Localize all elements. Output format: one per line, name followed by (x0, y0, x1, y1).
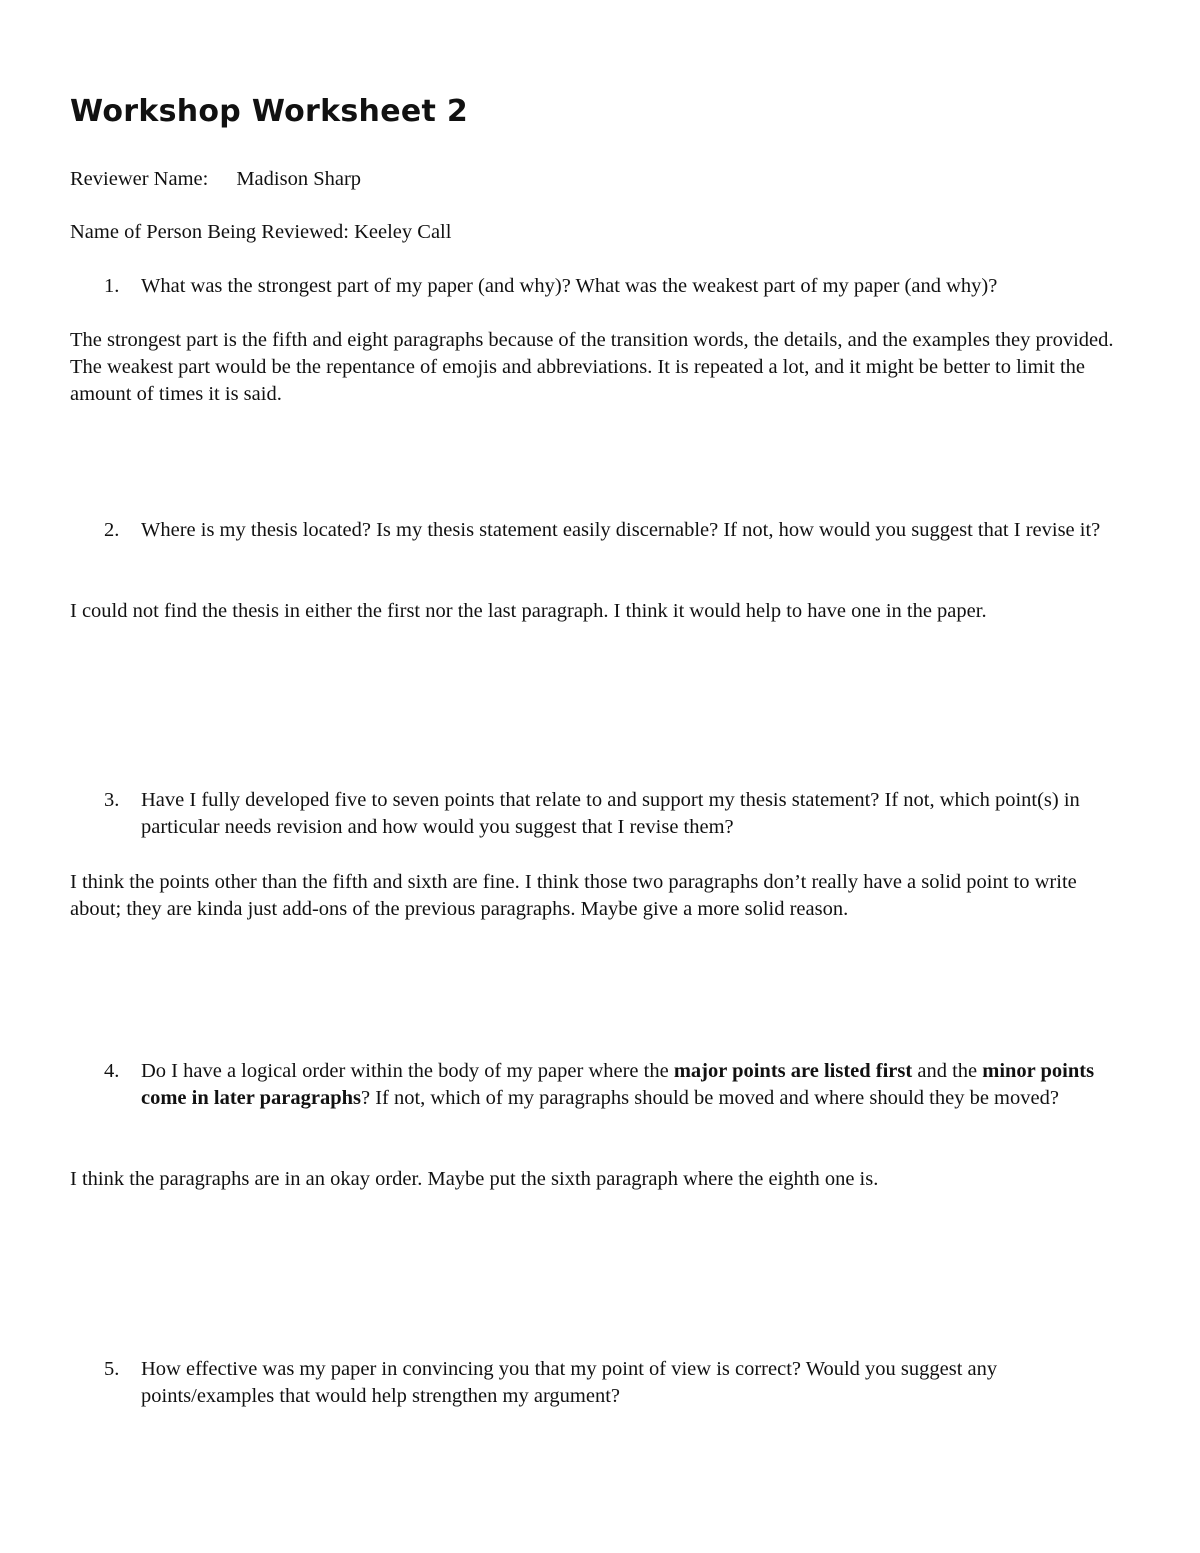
question-2 (104, 517, 1134, 544)
question-text-part: Do I have a logical order within the body of my paper where the (141, 1060, 674, 1082)
question-text: Have I fully developed five to seven points that relate to and support my thesis statement? If not, which point(s) in particular needs revision and how would you suggest that I revise them? (141, 789, 1080, 838)
question-number: 5. (104, 1358, 120, 1380)
question-number: 2. (104, 519, 120, 541)
question-4 (104, 1058, 1134, 1112)
question-1 (104, 273, 1134, 300)
reviewee-name-value: Keeley Call (354, 221, 452, 243)
page-title: Workshop Worksheet 2 (70, 94, 469, 129)
question-5 (104, 1356, 1134, 1410)
reviewee-name-label: Name of Person Being Reviewed: (70, 221, 349, 243)
question-text-part: and the (912, 1060, 983, 1082)
reviewee-name-line (70, 219, 451, 246)
question-number: 3. (104, 789, 120, 811)
question-text: How effective was my paper in convincing you that my point of view is correct? Would you suggest any points/examples that would help strengthen my argument? (141, 1358, 998, 1407)
question-3 (104, 787, 1134, 841)
question-text (141, 1058, 1134, 1112)
question-number: 4. (104, 1060, 120, 1082)
reviewer-name-value: Madison Sharp (236, 168, 362, 190)
question-text-part: ? If not, which of my paragraphs should be moved and where should they be moved? (360, 1087, 1059, 1109)
question-number: 1. (104, 275, 120, 297)
answer-1: The strongest part is the fifth and eight paragraphs because of the transition words, the details, and the examples they provided. The weakest part would be the repentance of emojis and abbreviations. It is repeated a lot, and it might be better to limit the amount of times it is said. (70, 329, 1114, 405)
answer-2: I could not find the thesis in either the first nor the last paragraph. I think it would help to have one in the paper. (70, 600, 987, 622)
question-text: What was the strongest part of my paper (and why)? What was the weakest part of my paper (and why)? (141, 275, 998, 297)
answer-4: I think the paragraphs are in an okay order. Maybe put the sixth paragraph where the eighth one is. (70, 1168, 879, 1190)
reviewer-name-label: Reviewer Name: (70, 168, 209, 190)
reviewer-name-line (70, 166, 361, 193)
emphasis-minor-points: minor points come in later paragraphs (141, 1060, 1095, 1109)
answer-3: I think the points other than the fifth and sixth are fine. I think those two paragraphs don’t really have a solid point to write about; they are kinda just add-ons of the previous paragraphs. Maybe give a more solid reason. (70, 871, 1077, 920)
emphasis-major-points: major points are listed first (673, 1060, 913, 1082)
question-text: Where is my thesis located? Is my thesis statement easily discernable? If not, how would you suggest that I revise it? (141, 519, 1101, 541)
